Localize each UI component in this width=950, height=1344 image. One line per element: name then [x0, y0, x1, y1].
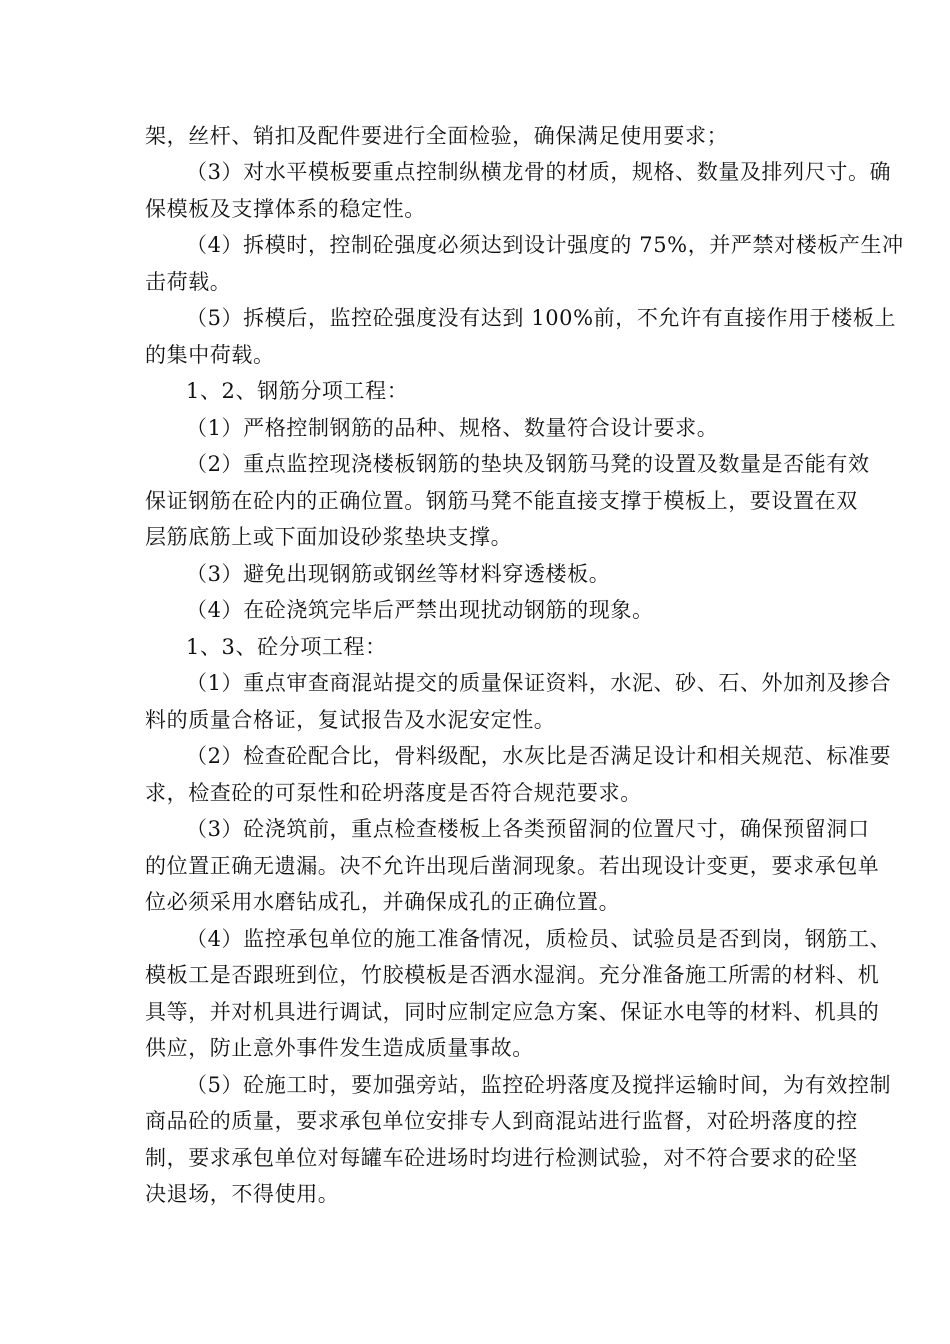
text-line: 决退场，不得使用。	[145, 1182, 340, 1206]
text-line: （2）检查砼配合比，骨料级配，水灰比是否满足设计和相关规范、标准要	[186, 744, 892, 768]
text-line: 制，要求承包单位对每罐车砼进场时均进行检测试验，对不符合要求的砼坚	[145, 1146, 858, 1170]
text-line: 的集中荷载。	[145, 343, 275, 367]
text-line: 料的质量合格证，复试报告及水泥安定性。	[145, 708, 556, 732]
text-line: 求，检查砼的可泵性和砼坍落度是否符合规范要求。	[145, 781, 642, 805]
text-line: （4）监控承包单位的施工准备情况，质检员、试验员是否到岗，钢筋工、	[186, 927, 892, 951]
text-line: 模板工是否跟班到位，竹胶模板是否洒水湿润。充分准备施工所需的材料、机	[145, 963, 880, 987]
text-line: （1）严格控制钢筋的品种、规格、数量符合设计要求。	[186, 416, 719, 440]
text-line: 位必须采用水磨钻成孔，并确保成孔的正确位置。	[145, 890, 621, 914]
section-heading: 1、2、钢筋分项工程：	[186, 379, 409, 403]
text-line: 的位置正确无遗漏。决不允许出现后凿洞现象。若出现设计变更，要求承包单	[145, 854, 880, 878]
text-line: 保模板及支撑体系的稳定性。	[145, 197, 426, 221]
text-line: （3）砼浇筑前，重点检查楼板上各类预留洞的位置尺寸，确保预留洞口	[186, 817, 870, 841]
text-line: 层筋底筋上或下面加设砂浆垫块支撑。	[145, 525, 513, 549]
text-line: （5）砼施工时，要加强旁站，监控砼坍落度及搅拌运输时间，为有效控制	[186, 1073, 892, 1097]
text-line: （1）重点审查商混站提交的质量保证资料，水泥、砂、石、外加剂及掺合	[186, 671, 892, 695]
text-line: 击荷载。	[145, 270, 232, 294]
text-line: （2）重点监控现浇楼板钢筋的垫块及钢筋马凳的设置及数量是否能有效	[186, 452, 870, 476]
text-line: 商品砼的质量，要求承包单位安排专人到商混站进行监督，对砼坍落度的控	[145, 1109, 858, 1133]
section-heading: 1、3、砼分项工程：	[186, 635, 387, 659]
text-line: （3）避免出现钢筋或钢丝等材料穿透楼板。	[186, 562, 611, 586]
text-line: 保证钢筋在砼内的正确位置。钢筋马凳不能直接支撑于模板上，要设置在双	[145, 489, 858, 513]
text-line: （3）对水平模板要重点控制纵横龙骨的材质，规格、数量及排列尺寸。确	[186, 160, 892, 184]
text-line: 具等，并对机具进行调试，同时应制定应急方案、保证水电等的材料、机具的	[145, 1000, 880, 1024]
text-line: 架，丝杆、销扣及配件要进行全面检验，确保满足使用要求；	[145, 124, 729, 148]
text-line: （5）拆模后，监控砼强度没有达到 100%前，不允许有直接作用于楼板上	[186, 306, 897, 330]
text-line: （4）在砼浇筑完毕后严禁出现扰动钢筋的现象。	[186, 598, 654, 622]
text-line: （4）拆模时，控制砼强度必须达到设计强度的 75%，并严禁对楼板产生冲	[186, 233, 904, 257]
text-line: 供应，防止意外事件发生造成质量事故。	[145, 1036, 534, 1060]
